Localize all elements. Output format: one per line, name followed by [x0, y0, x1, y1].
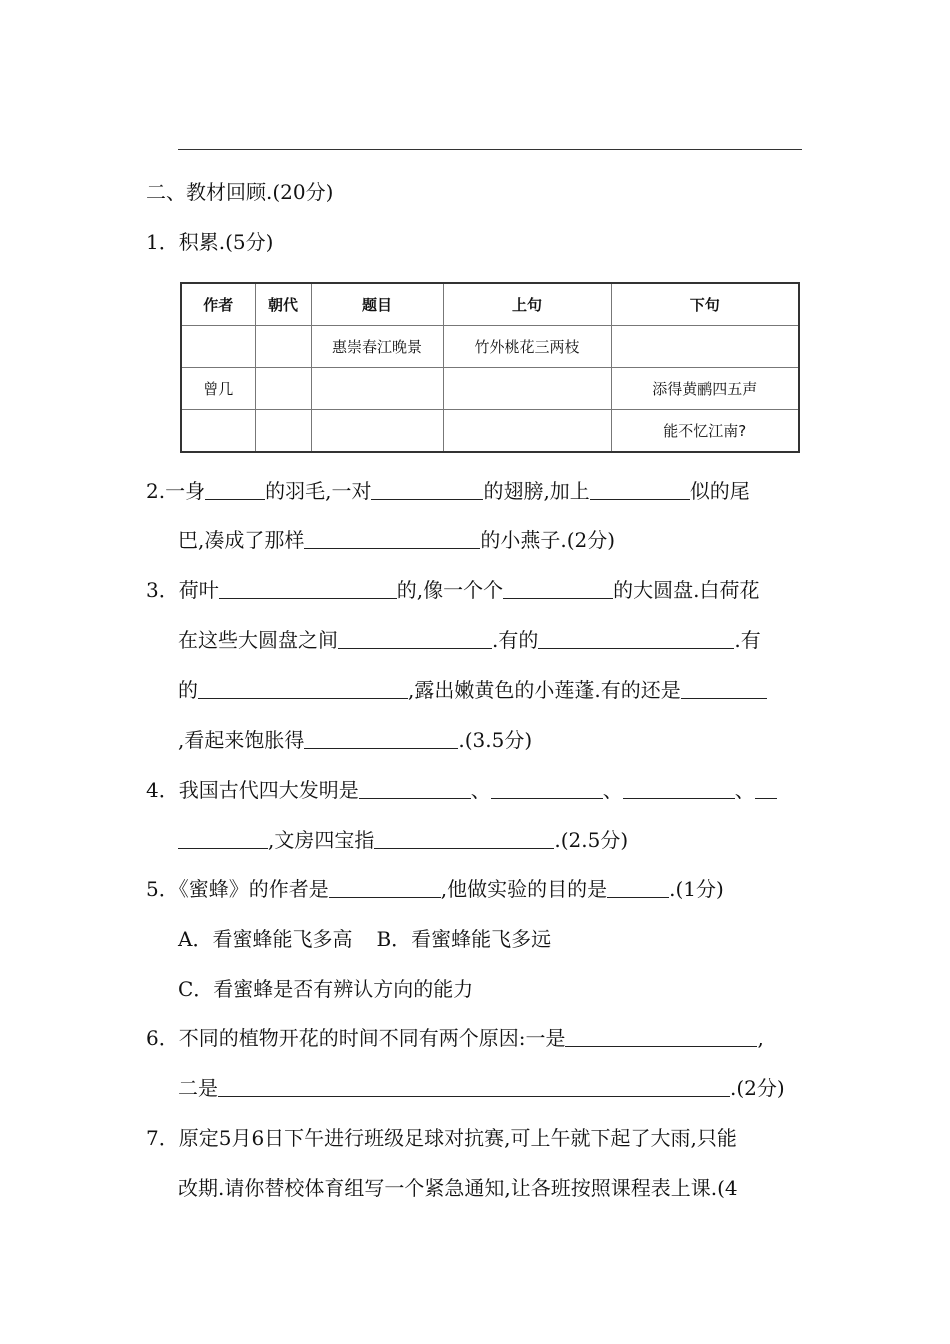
separator: 、 [734, 778, 755, 802]
header-title: 题目 [311, 283, 443, 326]
question-text: 的翅膀,加上 [483, 479, 590, 503]
table-cell: 竹外桃花三两枝 [443, 326, 611, 368]
question-4-line-2 [178, 828, 628, 852]
question-5-option-c [178, 977, 473, 1001]
question-5-options-ab [178, 927, 551, 951]
table-row [181, 368, 799, 410]
blank-field[interactable] [329, 877, 441, 898]
table-row [181, 326, 799, 368]
question-number: 3． [146, 578, 179, 602]
table-cell [255, 410, 311, 453]
option-a[interactable]: A．看蜜蜂能飞多高 [178, 927, 353, 951]
table-cell: 曾几 [181, 368, 255, 410]
question-text: 二是 [178, 1076, 218, 1100]
table-cell [311, 368, 443, 410]
blank-field[interactable] [359, 778, 471, 799]
question-text: 积累.(5分) [178, 230, 274, 254]
question-2-line-1 [146, 479, 750, 503]
blank-field[interactable] [491, 778, 603, 799]
question-number: 2. [146, 479, 166, 503]
table-row [181, 410, 799, 453]
question-6-line-2 [178, 1076, 785, 1100]
question-text: ,文房四宝指 [268, 828, 375, 852]
question-number: 4． [146, 778, 179, 802]
question-text: ,他做实验的目的是 [440, 877, 608, 901]
blank-field[interactable] [503, 578, 613, 599]
table-header-row [181, 283, 799, 326]
blank-field[interactable] [205, 479, 265, 500]
blank-field[interactable] [304, 528, 480, 549]
table-cell: 惠崇春江晚景 [311, 326, 443, 368]
question-number: 6． [146, 1026, 179, 1050]
question-text: ,看起来饱胀得 [178, 728, 305, 752]
question-text: 《蜜蜂》的作者是 [178, 877, 329, 901]
table-cell [181, 326, 255, 368]
question-text: .(2分) [730, 1076, 785, 1100]
table-cell [443, 368, 611, 410]
question-text: , [757, 1026, 764, 1050]
option-b[interactable]: B．看蜜蜂能飞多远 [376, 927, 552, 951]
question-text: 的大圆盘.白荷花 [613, 578, 760, 602]
question-text: 的小燕子.(2分) [480, 528, 616, 552]
separator: 、 [470, 778, 491, 802]
question-number: 7． [146, 1126, 179, 1150]
question-5-line-1 [146, 877, 724, 901]
question-text: .有的 [492, 628, 539, 652]
table-cell [611, 326, 799, 368]
answer-line-top [178, 149, 802, 150]
question-3-line-4 [178, 728, 532, 752]
table-cell: 能不忆江南? [611, 410, 799, 453]
question-text: 似的尾 [689, 479, 750, 503]
table-cell [311, 410, 443, 453]
question-3-line-3 [178, 678, 767, 702]
section-heading: 二、教材回顾.(20分) [146, 180, 334, 204]
question-2-line-2 [178, 528, 615, 552]
separator: 、 [602, 778, 623, 802]
question-text: 的 [178, 678, 198, 702]
blank-field[interactable] [178, 828, 268, 849]
header-dynasty: 朝代 [255, 283, 311, 326]
question-text: .(3.5分) [458, 728, 533, 752]
question-text: 一身 [165, 479, 206, 503]
question-text: 原定5月6日下午进行班级足球对抗赛,可上午就下起了大雨,只能 [178, 1126, 737, 1150]
blank-field[interactable] [374, 828, 554, 849]
question-text: .(2.5分) [554, 828, 629, 852]
question-3-line-1 [146, 578, 759, 602]
blank-field[interactable] [565, 1026, 757, 1047]
question-text: 的羽毛,一对 [265, 479, 372, 503]
question-text: .(1分) [669, 877, 724, 901]
question-7-line-2 [178, 1176, 738, 1200]
table-cell [181, 410, 255, 453]
poem-table [180, 282, 800, 453]
blank-field[interactable] [590, 479, 690, 500]
question-text: 的,像一个个 [396, 578, 504, 602]
blank-field[interactable] [607, 877, 669, 898]
question-1 [146, 230, 273, 254]
header-upper-line: 上句 [443, 283, 611, 326]
question-4-line-1 [146, 778, 777, 802]
table-cell [255, 368, 311, 410]
blank-field[interactable] [338, 628, 492, 649]
blank-field[interactable] [371, 479, 483, 500]
blank-field[interactable] [681, 678, 767, 699]
blank-field[interactable] [219, 578, 397, 599]
question-text: 我国古代四大发明是 [178, 778, 359, 802]
blank-field[interactable] [755, 778, 777, 799]
question-text: 巴,凑成了那样 [178, 528, 305, 552]
question-text: 不同的植物开花的时间不同有两个原因:一是 [178, 1026, 566, 1050]
blank-field[interactable] [304, 728, 458, 749]
header-author: 作者 [181, 283, 255, 326]
option-c[interactable]: C．看蜜蜂是否有辨认方向的能力 [178, 977, 474, 1001]
question-number: 5． [146, 877, 179, 901]
question-text: 改期.请你替校体育组写一个紧急通知,让各班按照课程表上课.(4 [178, 1176, 738, 1200]
header-lower-line: 下句 [611, 283, 799, 326]
question-number: 1． [146, 230, 179, 254]
blank-field[interactable] [623, 778, 735, 799]
question-text: 在这些大圆盘之间 [178, 628, 338, 652]
blank-field[interactable] [198, 678, 408, 699]
blank-field[interactable] [218, 1076, 730, 1097]
table-cell [443, 410, 611, 453]
table-cell: 添得黄鹂四五声 [611, 368, 799, 410]
question-6-line-1 [146, 1026, 764, 1050]
question-text: ,露出嫩黄色的小莲蓬.有的还是 [408, 678, 681, 702]
table-cell [255, 326, 311, 368]
question-3-line-2 [178, 628, 761, 652]
question-text: .有 [734, 628, 761, 652]
blank-field[interactable] [538, 628, 734, 649]
question-7-line-1 [146, 1126, 737, 1150]
question-text: 荷叶 [178, 578, 219, 602]
